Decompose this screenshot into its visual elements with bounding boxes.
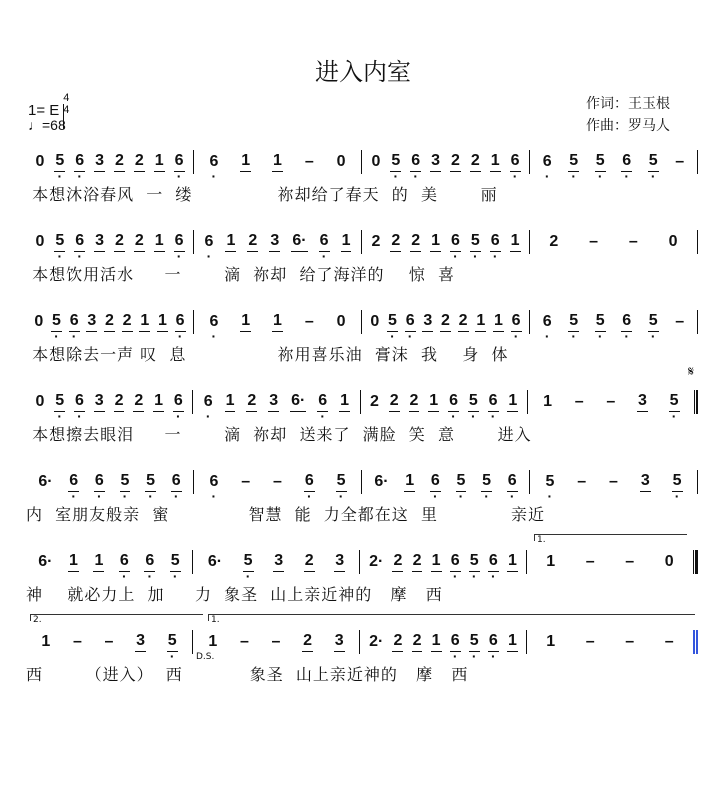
note: 1 xyxy=(272,152,283,172)
measure xyxy=(26,152,193,172)
note: 6 · xyxy=(204,233,215,251)
note: 0 xyxy=(35,153,45,170)
measure xyxy=(360,632,526,652)
note: 5 · xyxy=(481,472,492,492)
note: 2 xyxy=(470,152,481,172)
note: 6 · xyxy=(144,552,155,572)
note: 5 · xyxy=(669,392,680,412)
note: 5 · xyxy=(387,312,398,332)
note: 2 xyxy=(409,392,420,412)
lyric-line: 西 （进入） 西 象圣 山上亲近神的 摩 西 xyxy=(26,665,469,684)
note: 3 xyxy=(86,312,97,332)
note: 5 · xyxy=(595,152,606,172)
note: 5 · xyxy=(468,392,479,412)
note: 1 xyxy=(341,232,352,252)
note: 6· xyxy=(38,473,53,490)
note: 6 · xyxy=(208,313,219,331)
note: 3 xyxy=(94,392,105,412)
note: 1 xyxy=(153,392,164,412)
note: 1 xyxy=(93,552,104,572)
note: – xyxy=(664,633,674,650)
note: 0 xyxy=(34,313,44,330)
note: 5 · xyxy=(456,472,467,492)
note: 2 xyxy=(247,232,258,252)
note: 0 xyxy=(370,313,380,330)
score-row xyxy=(0,228,726,288)
ds-ending: 1. xyxy=(208,614,695,621)
measure xyxy=(194,232,361,252)
note: 6 · xyxy=(174,152,185,172)
note: 5 · xyxy=(54,152,65,172)
note: 6 · xyxy=(488,632,499,652)
barline xyxy=(697,310,698,334)
note: 1 xyxy=(430,232,441,252)
note: 5 · xyxy=(390,152,401,172)
time-top: 4 xyxy=(63,92,70,104)
note: 5 · xyxy=(54,392,65,412)
lyric-line: 本想沐浴春风 一 缕 祢却给了春天 的 美 丽 xyxy=(26,185,498,204)
note: 6 · xyxy=(171,472,182,492)
note: 1 xyxy=(225,232,236,252)
note: 6 · xyxy=(208,473,219,491)
barline xyxy=(697,150,698,174)
measure xyxy=(26,472,193,492)
barline xyxy=(694,390,698,414)
note: 5 · xyxy=(544,473,555,491)
note: 6 · xyxy=(450,232,461,252)
note: 3 xyxy=(430,152,441,172)
note: 2 xyxy=(302,632,313,652)
note: – xyxy=(271,633,281,650)
barline xyxy=(697,230,698,254)
note: 2 xyxy=(392,552,403,572)
composer-credit: 作曲：罗马人 xyxy=(586,118,670,134)
note: 1 xyxy=(208,633,218,650)
note: – xyxy=(628,233,638,250)
note: 6 · xyxy=(430,472,441,492)
note: 1 xyxy=(431,552,442,572)
note: 2 xyxy=(440,312,451,332)
note: 1 xyxy=(272,312,283,332)
note: – xyxy=(241,473,251,490)
measure xyxy=(530,472,697,492)
note: 0 xyxy=(668,233,678,250)
note-line xyxy=(26,308,698,336)
note: 5 · xyxy=(595,312,606,332)
note: 6 · xyxy=(488,392,499,412)
measure xyxy=(194,152,361,172)
measure xyxy=(527,633,693,651)
note: 3 xyxy=(135,632,146,652)
note: 6 · xyxy=(74,392,85,412)
note: 1 xyxy=(404,472,415,492)
note: 6 · xyxy=(208,153,219,171)
note: – xyxy=(577,473,587,490)
score-row xyxy=(0,308,726,368)
measure xyxy=(360,552,526,572)
note-line xyxy=(26,228,698,256)
note: 3 xyxy=(640,472,651,492)
measure xyxy=(530,233,697,251)
note: 2 xyxy=(304,552,315,572)
note: 2 xyxy=(458,312,469,332)
note: 6 · xyxy=(173,392,184,412)
note: 6 · xyxy=(448,392,459,412)
note: 2 xyxy=(410,232,421,252)
note: 6 · xyxy=(304,472,315,492)
note: 5 · xyxy=(648,152,659,172)
note: – xyxy=(239,633,249,650)
lyric-line: 本想除去一声 叹 息 祢用喜乐油 膏沫 我 身 体 xyxy=(26,345,509,364)
score-row xyxy=(0,388,726,448)
note: 6 · xyxy=(507,472,518,492)
note: 5 · xyxy=(568,152,579,172)
measure xyxy=(26,392,192,412)
note: 1 xyxy=(507,392,518,412)
measure xyxy=(26,552,192,572)
measure xyxy=(26,312,193,332)
note: 1 xyxy=(154,152,165,172)
note: 1 xyxy=(240,312,251,332)
note: 2 xyxy=(549,233,559,250)
note: 3 xyxy=(94,232,105,252)
note: 2 xyxy=(114,152,125,172)
measure xyxy=(362,312,529,332)
lyricist-credit: 作词：王玉根 xyxy=(586,96,670,112)
note: 6 · xyxy=(69,312,80,332)
note: 2 xyxy=(114,392,125,412)
measure xyxy=(194,472,361,492)
note: – xyxy=(675,153,685,170)
note: 2 xyxy=(390,232,401,252)
song-title: 进入内室 xyxy=(315,58,411,86)
note: 1 xyxy=(225,392,236,412)
note: 0 xyxy=(35,393,45,410)
note: 2 xyxy=(389,392,400,412)
note: 1 xyxy=(507,552,518,572)
lyric-line: 本想饮用活水 一 滴 祢却 给了海洋的 惊 喜 xyxy=(26,265,455,284)
note: – xyxy=(72,633,82,650)
note: 5 · xyxy=(470,232,481,252)
note: 2 xyxy=(122,312,133,332)
note: 6 · xyxy=(510,152,521,172)
note: 1 xyxy=(339,392,350,412)
measure xyxy=(26,632,192,652)
note: 6 · xyxy=(119,552,130,572)
note: 0 xyxy=(664,553,674,570)
note: 2 xyxy=(450,152,461,172)
note: 2 xyxy=(133,392,144,412)
note: 2 xyxy=(104,312,115,332)
note: 5 · xyxy=(51,312,62,332)
segno-icon: 𝄋 xyxy=(688,364,695,380)
ds-mark: D.S. xyxy=(196,652,215,662)
note: 3 xyxy=(268,392,279,412)
note: 5 · xyxy=(243,552,254,572)
note: 5 · xyxy=(120,472,131,492)
score-row xyxy=(0,148,726,208)
note: 5 · xyxy=(170,552,181,572)
note: 2 xyxy=(246,392,257,412)
note: 3 xyxy=(269,232,280,252)
note: 6 · xyxy=(621,312,632,332)
measure xyxy=(362,152,529,172)
note: 2 xyxy=(369,393,379,410)
note: 2· xyxy=(369,553,384,570)
note: 3 xyxy=(94,152,105,172)
note: 2· xyxy=(369,633,384,650)
note: 5 · xyxy=(145,472,156,492)
note: 6 · xyxy=(94,472,105,492)
second-ending: 2. xyxy=(30,614,203,621)
note: 6· xyxy=(291,232,307,252)
note: – xyxy=(625,633,635,650)
note: – xyxy=(675,313,685,330)
note: 5 · xyxy=(672,472,683,492)
lyric-line: 内 室朋友般亲 蜜 智慧 能 力全都在这 里 亲近 xyxy=(26,505,546,524)
note-line xyxy=(26,148,698,176)
measure xyxy=(193,552,359,572)
note: 1 xyxy=(510,232,521,252)
note-line xyxy=(26,388,698,416)
note: – xyxy=(609,473,618,490)
note: 0 xyxy=(336,313,346,330)
note: – xyxy=(606,393,616,410)
credits xyxy=(586,93,670,137)
note: 6 · xyxy=(317,392,328,412)
note: 1 xyxy=(475,312,486,332)
note: 1 xyxy=(490,152,501,172)
note: 6 · xyxy=(203,393,214,411)
note: 6 · xyxy=(74,152,85,172)
note: 6· xyxy=(290,392,306,412)
score-row xyxy=(0,468,726,528)
barline xyxy=(693,550,698,574)
note: 6 · xyxy=(450,552,461,572)
note: 1 xyxy=(546,553,556,570)
note: 1 xyxy=(507,632,518,652)
note: – xyxy=(589,233,599,250)
note: – xyxy=(574,393,584,410)
measure xyxy=(194,312,361,332)
note: 5 · xyxy=(54,232,65,252)
measure xyxy=(193,392,359,412)
note: 1 xyxy=(157,312,168,332)
note-line xyxy=(26,468,698,496)
measure xyxy=(527,553,693,571)
measure xyxy=(362,472,529,492)
measure xyxy=(530,152,697,172)
note: 6 · xyxy=(542,313,553,331)
note: 1 xyxy=(428,392,439,412)
note: 6 · xyxy=(74,232,85,252)
note: 6 · xyxy=(68,472,79,492)
note: 6 · xyxy=(542,153,553,171)
note: 6 · xyxy=(174,232,185,252)
note: 6 · xyxy=(450,632,461,652)
note-line xyxy=(26,548,698,576)
note: 3 xyxy=(637,392,648,412)
note: 0 xyxy=(336,153,346,170)
note: 2 xyxy=(134,152,145,172)
note: 6 · xyxy=(490,232,501,252)
note: – xyxy=(304,153,314,170)
measure xyxy=(361,392,527,412)
note: 1 xyxy=(68,552,79,572)
note-line xyxy=(26,628,698,656)
note: 1 xyxy=(543,393,553,410)
note: 3 xyxy=(334,552,345,572)
note: 1 xyxy=(493,312,504,332)
note: 1 xyxy=(546,633,556,650)
note: 6· xyxy=(38,553,53,570)
note: 3 xyxy=(273,552,284,572)
note: 0 xyxy=(35,233,45,250)
note: 1 xyxy=(41,633,51,650)
note: 0 xyxy=(371,153,381,170)
note: 1 xyxy=(139,312,150,332)
note: 5 · xyxy=(469,552,480,572)
first-ending: 1. xyxy=(534,534,687,541)
note: 5 · xyxy=(648,312,659,332)
note: 2 xyxy=(371,233,381,250)
note: 6· xyxy=(374,473,389,490)
note: 1 xyxy=(154,232,165,252)
note: 6 · xyxy=(405,312,416,332)
score-row xyxy=(0,628,726,688)
note: 2 xyxy=(412,632,423,652)
measure xyxy=(362,232,529,252)
barline xyxy=(697,470,698,494)
note: – xyxy=(104,633,114,650)
note: 2 xyxy=(134,232,145,252)
measure xyxy=(530,312,697,332)
note: – xyxy=(625,553,635,570)
note: – xyxy=(304,313,314,330)
note: 6 · xyxy=(511,312,522,332)
note: 5 · xyxy=(469,632,480,652)
note: 3 xyxy=(422,312,433,332)
note: 6 · xyxy=(319,232,330,252)
time-bottom: 4 xyxy=(63,104,64,129)
note: 5 · xyxy=(568,312,579,332)
note: – xyxy=(585,553,595,570)
note: – xyxy=(585,633,595,650)
key-label: 1= E xyxy=(28,101,60,119)
note: – xyxy=(273,473,282,490)
note: 6 · xyxy=(410,152,421,172)
note: 1 xyxy=(240,152,251,172)
note: 6· xyxy=(207,553,223,570)
note: 1 xyxy=(431,632,442,652)
note: 2 xyxy=(114,232,125,252)
note: 6 · xyxy=(175,312,186,332)
measure xyxy=(26,232,193,252)
note: 2 xyxy=(392,632,403,652)
note: 3 xyxy=(334,632,345,652)
note: 2 xyxy=(412,552,423,572)
measure xyxy=(193,632,359,652)
note: 6 · xyxy=(488,552,499,572)
lyric-line: 本想擦去眼泪 一 滴 祢却 送来了 满脸 笑 意 进入 xyxy=(26,425,532,444)
lyric-line: 神 就必力上 加 力 象圣 山上亲近神的 摩 西 xyxy=(26,585,443,604)
note: 5 · xyxy=(167,632,178,652)
measure xyxy=(528,392,694,412)
barline xyxy=(693,630,698,654)
score-row xyxy=(0,548,726,608)
tempo-marking: ♩=68 xyxy=(28,117,66,133)
note: 6 · xyxy=(621,152,632,172)
note: 5 · xyxy=(336,472,347,492)
